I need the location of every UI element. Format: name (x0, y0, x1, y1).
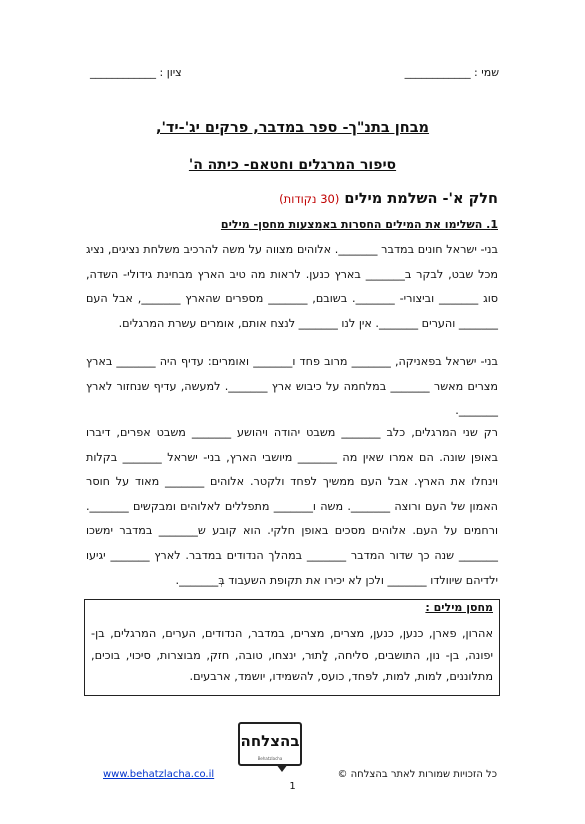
exam-subtitle: סיפור המרגלים וחטאם- כיתה ה' (188, 157, 397, 173)
paragraph-text: בני- ישראל בפאניקה, _______ מרוב פחד ו_______ ואומרים: עדיף היה _______ בארץ מצרים מאשר _______ במלחמה על כיבוש ארץ _______. למעשה, עדיף שנחזור לארץ _______. (86, 355, 498, 418)
section-title: חלק א'- השלמת מילים (344, 191, 498, 207)
logo-subtext: Behatzlacha (257, 756, 283, 761)
section-points: (30 נקודות) (279, 192, 340, 206)
paragraph-2 (86, 350, 498, 424)
word-bank (84, 599, 500, 696)
page-number: 1 (289, 781, 296, 792)
task-instruction: 1. השלימו את המילים החסרות באמצעות מחסן- מילים (220, 218, 498, 231)
website-link[interactable]: www.behatzlacha.co.il (103, 769, 215, 780)
exam-title: מבחן בתנ"ך- ספר במדבר, פרקים יג'-יד', (155, 120, 430, 136)
word-bank-text: אהרון, פארן, כנען, כנען, מצרים, מצרים, במדבר, הנדודים, הערים, המרגלים, בן- יפונה, בן- נון, התושבים, סליחה, לָתוּר, ינצחו, טובה, חזק, מבוצרות, סיכוי, בוכים, מתלוננים, למות, למות, לפחד, כועס, להשמידו, יושמד, ארבעים. (91, 627, 493, 684)
paragraph-1 (86, 238, 498, 336)
section-heading (279, 191, 498, 207)
copyright-notice: כל הזכויות שמורות לאתר בהצלחה © (337, 769, 497, 780)
name-field[interactable]: שמי : ____________ (404, 66, 499, 79)
paragraph-3 (86, 421, 498, 593)
paragraph-text: רק שני המרגלים, כלב _______ משבט יהודה ויהושע _______ משבט אפרים, דיברו באופן שונה. הם אמרו שאין מה _______ מיושבי הארץ, בני- ישראל _______ בקלות וינחלו את הארץ. אבל העם ממשיך לפחד ולקטר. אלוהים _______ מאוד על חוסר האמון של העם ורוצה _______. משה ו_______ מתפללים לאלוהים ומבקשים _______. ורחמים על העם. אלוהים מסכים באופן חלקי. הוא קובע ש_______ במדבר ימשכו _______ שנה כך שדור המדבר _______ במהלך הנדודים במדבר. לארץ _______ יגיעו ילדיהם שיוולדו _______ ולכן לא יכירו את תקופת השעבוד בְּ_______. (86, 426, 498, 587)
word-bank-label: מחסן מילים : (425, 601, 493, 614)
logo-text: בהצלחה (240, 732, 300, 750)
grade-field[interactable]: ציון : ____________ (90, 66, 182, 79)
paragraph-text: בני- ישראל חונים במדבר _______. אלוהים מצווה על משה להרכיב משלחת נציגים, נציג מכל שבט, לבקר ב_______ בארץ כנען. לראות מה טיב הארץ מבחינת גידולי- השדה, סוג _______ וביצורי- _______. בשובם, _______ מספרים שהארץ _______, אבל העם _______ והערים _______. אין לנו _______ לנצח אותם, אומרים עשרת המרגלים. (86, 243, 498, 330)
behatzlacha-logo (238, 722, 302, 766)
speech-bubble-tail-icon (276, 764, 288, 772)
